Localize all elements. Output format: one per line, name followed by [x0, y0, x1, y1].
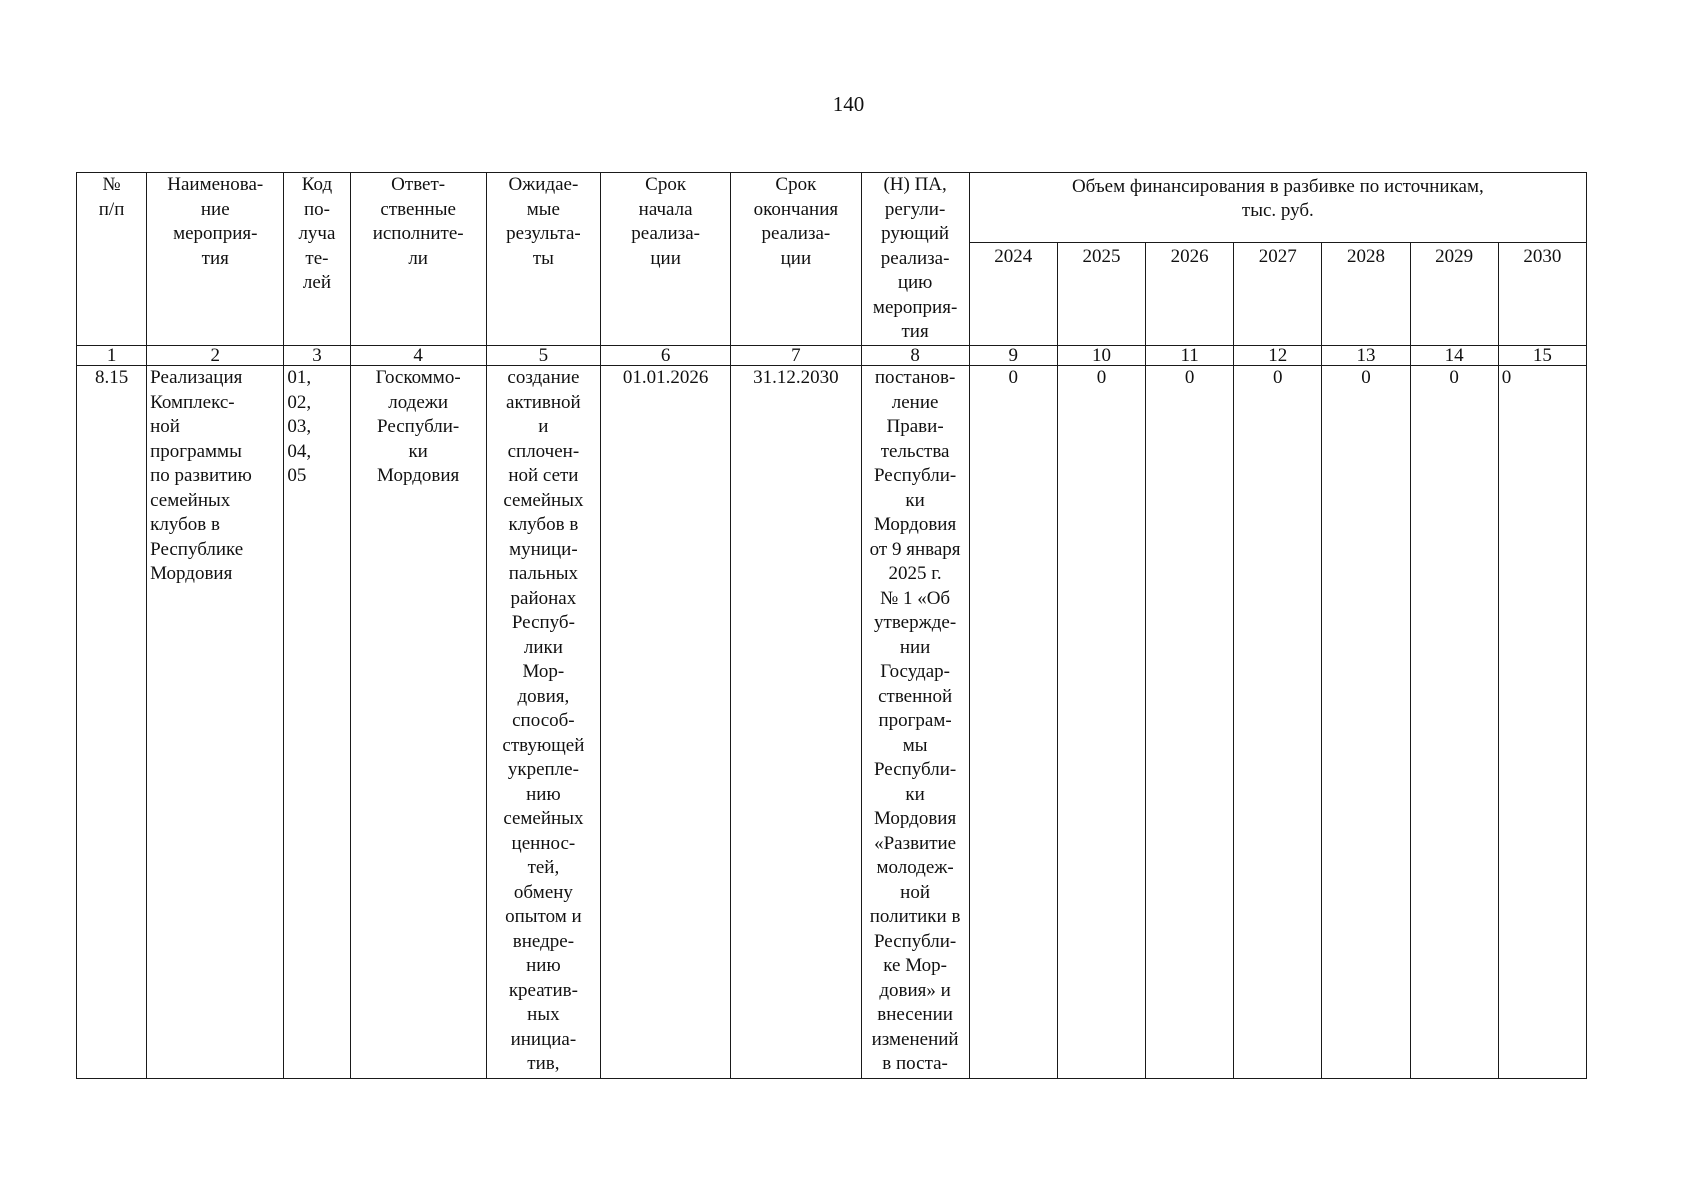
column-number: 7 [731, 346, 861, 366]
financing-value: 0 [1234, 366, 1322, 1079]
header-results: Ожидае- мые результа- ты [486, 173, 600, 346]
header-executors: Ответ- ственные исполните- ли [350, 173, 486, 346]
financing-value: 0 [1322, 366, 1410, 1079]
header-start: Срок начала реализа- ции [601, 173, 731, 346]
column-number-row [77, 346, 1587, 366]
column-number: 11 [1146, 346, 1234, 366]
header-year: 2030 [1498, 243, 1586, 346]
column-number: 10 [1057, 346, 1145, 366]
column-number: 1 [77, 346, 147, 366]
column-number: 6 [601, 346, 731, 366]
activities-table [76, 172, 1587, 1079]
financing-value: 0 [1057, 366, 1145, 1079]
row-number: 8.15 [77, 366, 147, 1079]
financing-value: 0 [1410, 366, 1498, 1079]
header-num: № п/п [77, 173, 147, 346]
header-row [77, 173, 1587, 243]
column-number: 8 [861, 346, 969, 366]
column-number: 13 [1322, 346, 1410, 366]
regulating-act: постанов- ление Прави- тельства Республи- ки Мордовия от 9 января 2025 г. № 1 «Об утвержде- нии Государ- ственной програм- мы Республи- ки Мордовия «Развитие молодеж- ной политики в Республи- ке Мор- довия» и внесении изменений в поста- [861, 366, 969, 1079]
column-number: 3 [284, 346, 350, 366]
column-number: 12 [1234, 346, 1322, 366]
activity-name: Реализация Комплекс- ной программы по развитию семейных клубов в Республике Мордовия [147, 366, 284, 1079]
column-number: 4 [350, 346, 486, 366]
header-year: 2029 [1410, 243, 1498, 346]
header-year: 2026 [1146, 243, 1234, 346]
financing-value: 0 [1498, 366, 1586, 1079]
end-date: 31.12.2030 [731, 366, 861, 1079]
column-number: 14 [1410, 346, 1498, 366]
recipient-code: 01, 02, 03, 04, 05 [284, 366, 350, 1079]
financing-value: 0 [969, 366, 1057, 1079]
page-number: 140 [832, 92, 865, 116]
header-year: 2027 [1234, 243, 1322, 346]
column-number: 5 [486, 346, 600, 366]
column-number: 2 [147, 346, 284, 366]
column-number: 15 [1498, 346, 1586, 366]
header-financing: Объем финансирования в разбивке по источникам, тыс. руб. [969, 173, 1586, 243]
header-npa: (Н) ПА, регули- рующий реализа- цию мероприя- тия [861, 173, 969, 346]
header-code: Код по- луча те- лей [284, 173, 350, 346]
start-date: 01.01.2026 [601, 366, 731, 1079]
header-year: 2028 [1322, 243, 1410, 346]
header-end: Срок окончания реализа- ции [731, 173, 861, 346]
financing-value: 0 [1146, 366, 1234, 1079]
responsible-executors: Госкоммо- лодежи Республи- ки Мордовия [350, 366, 486, 1079]
expected-results: создание активной и сплочен- ной сети семейных клубов в муници- пальных районах Респуб- лики Мор- довия, способ- ствующей укрепле- нию семейных ценнос- тей, обмену опытом и внедре- нию креатив- ных инициа- тив, [486, 366, 600, 1079]
header-year: 2024 [969, 243, 1057, 346]
header-year: 2025 [1057, 243, 1145, 346]
column-number: 9 [969, 346, 1057, 366]
table-row [77, 366, 1587, 1079]
header-name: Наименова- ние мероприя- тия [147, 173, 284, 346]
